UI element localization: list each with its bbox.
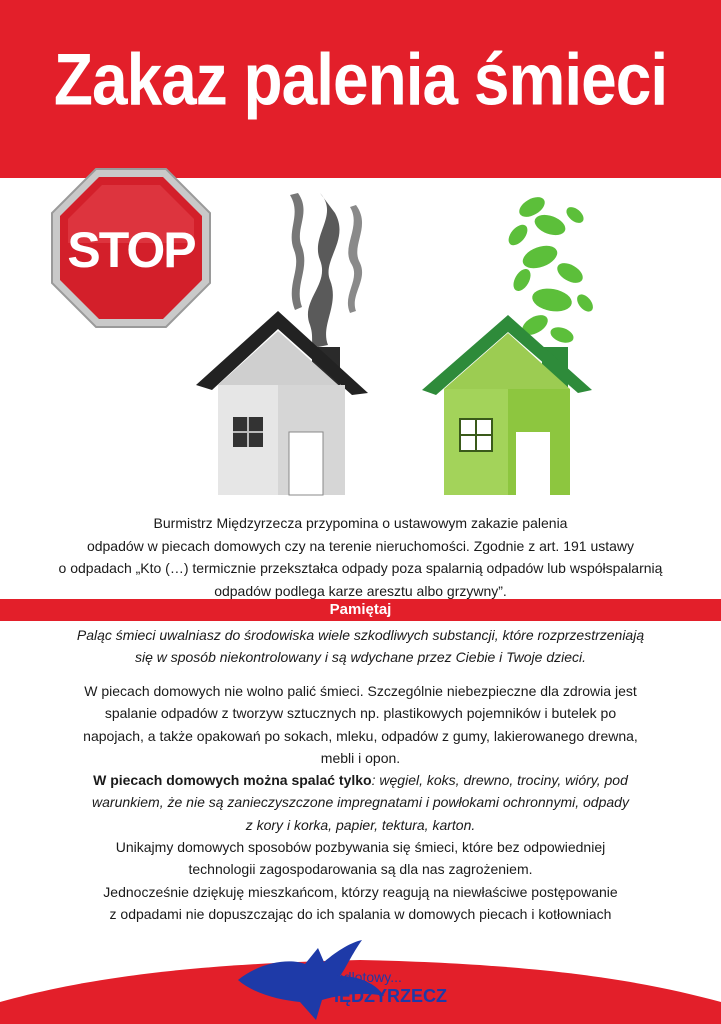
body-line: Unikajmy domowych sposobów pozbywania się śmieci, które bez odpowiedniej [115,839,606,856]
footer-logo-band [0,940,721,1024]
allowed-bold: W piecach domowych można spalać tylko [93,772,372,789]
body-line: spalanie odpadów z tworzyw sztucznych np. plastikowych pojemników i butelek po [104,705,617,722]
intro-line: odpadów w piecach domowych czy na terenie nieruchomości. Zgodnie z art. 191 ustawy [86,537,635,554]
body-line: technologii zagospodarowania są dla nas zagrożeniem. [188,861,533,878]
intro-line: Burmistrz Międzyrzecza przypomina o ustawowym zakazie palenia [153,515,568,531]
intro-paragraph [0,512,721,602]
smoke-icon [290,193,362,347]
grey-house-icon [196,311,368,495]
body-line: z odpadami nie dopuszczając do ich spalania w domowych piecach i kotłowniach [109,905,612,922]
body-line: warunkiem, że nie są zanieczyszczone impregnatami i powłokami ochronnymi, odpady [92,794,629,811]
intro-line: o odpadach „Kto (…) termicznie przekształca odpady poza spalarnią odpadów lub współspalarnią [58,560,663,576]
remember-line: się w sposób niekontrolowany i są wdychane przez Ciebie i Twoje dzieci. [134,649,587,665]
remember-title: Pamiętaj [329,601,392,618]
allowed-line [0,769,721,791]
intro-line: odpadów podlega karze aresztu albo grzywny”. [214,582,507,599]
remember-text [0,624,721,668]
stop-sign-label: STOP [67,222,195,278]
body-line: napojach, a także opakowań po sokach, mleku, odpadów z gumy, lakierowanego drewna, [83,727,638,744]
body-text [0,680,721,925]
houses-illustration [190,185,610,505]
body-line: mebli i opon. [320,749,401,766]
remember-line: Paląc śmieci uwalniasz do środowiska wiele szkodliwych substancji, które rozprzestrzeniają [76,627,645,643]
body-line: W piecach domowych nie wolno palić śmieci. Szczególnie niebezpieczne dla zdrowia jest [84,683,637,699]
allowed-rest: : węgiel, koks, drewno, trociny, wióry, pod [371,772,628,789]
body-line: Jednocześnie dziękuję mieszkańcom, którzy reagują na niewłaściwe postępowanie [103,883,618,900]
body-line: z kory i korka, papier, tektura, karton. [245,816,476,833]
leaves-icon [505,193,596,346]
logo-wordmark: IĘDZYRZECZ [334,986,448,1006]
page-title: Zakaz palenia śmieci [53,37,668,121]
logo-tagline: odlotowy... [336,969,402,985]
